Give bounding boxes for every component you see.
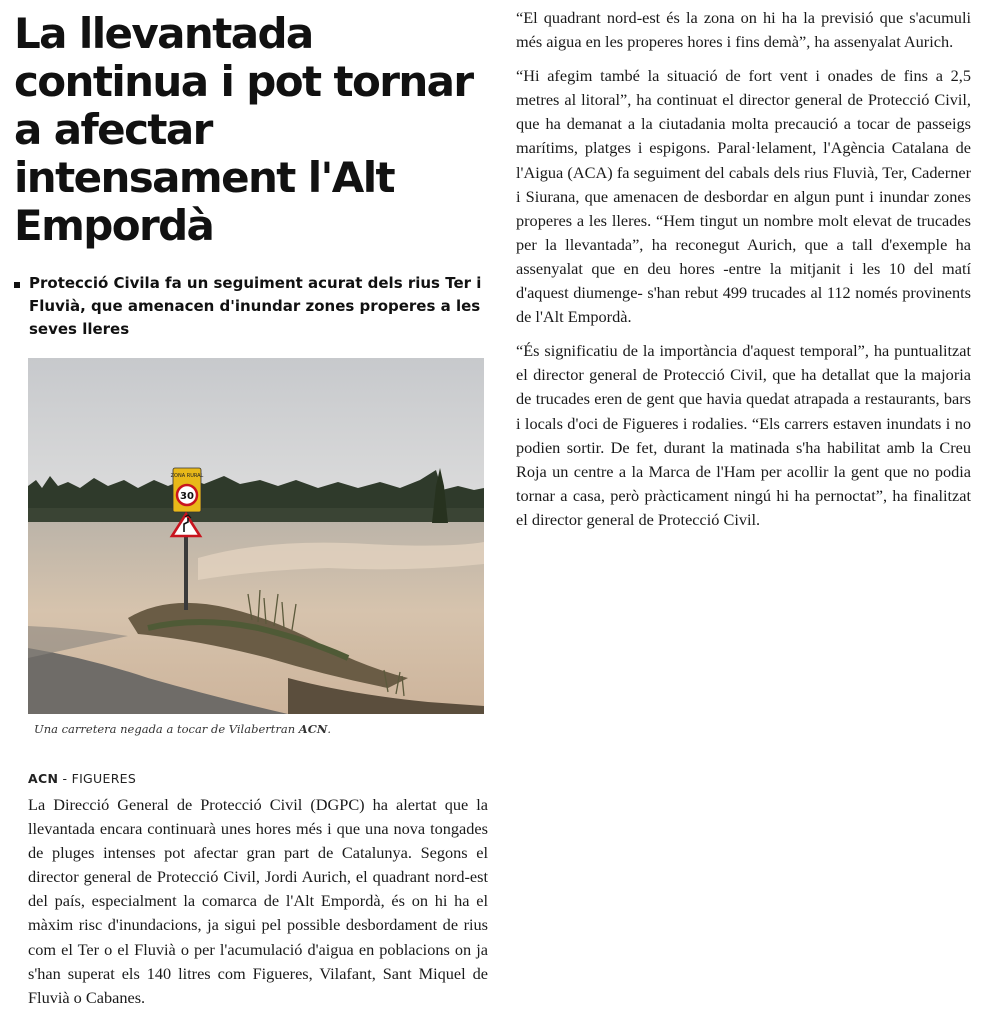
caption-credit: ACN bbox=[298, 722, 328, 736]
article-paragraph: “El quadrant nord-est és la zona on hi ha la previsió que s'acumuli més aigua en les properes hores i fins demà”, ha assenyalat Aurich. bbox=[516, 8, 971, 52]
article-paragraph: La Direcció General de Protecció Civil (DGPC) ha alertat que la llevantada encara continuarà unes hores més i que una nova tongades de pluges intenses pot afectar gran part de Catalunya. Segons el director general de Protecció Civil, Jordi Aurich, el quadrant nord-est del país, especialment la comarca de l'Alt Empordà, és on hi ha el màxim risc d'inundacions, ja sigui pel possible desbordament de rius com el Ter o el Fluvià o per l'acumulació d'aigua en poblacions on ja s'han superat els 140 litres com Figueres, Vilafant, Sant Miquel de Fluvià o Cabanes. bbox=[28, 795, 488, 1007]
left-column bbox=[14, 10, 488, 1010]
article-headline: La llevantada continua i pot tornar a afectar intensament l'Alt Empordà bbox=[14, 9, 473, 250]
byline-agency: ACN bbox=[28, 771, 59, 786]
byline bbox=[28, 771, 488, 786]
sign-zona-text: ZONA RURAL bbox=[170, 473, 204, 479]
subheadline-text: Protecció Civila fa un seguiment acurat dels rius Ter i Fluvià, que amenacen d'inundar zones properes a les seves lleres bbox=[29, 274, 482, 338]
article-paragraph: “Hi afegim també la situació de fort vent i onades de fins a 2,5 metres al litoral”, ha continuat el director general de Protecció Civil, que ha demanat a la ciutadania molta precaució a tocar de passeigs marítims, platges i espigons. Paral·lelament, l'Agència Catalana de l'Aigua (ACA) fa seguiment del cabals dels rius Fluvià, Ter, Caderner i Siurana, que amenacen de desbordar en algun punt i inundar zones properes a les lleres. “Hem tingut un nombre molt elevat de trucades per la llevantada”, ha reconegut Aurich, que a tall d'exemple ha assenyalat que en deu hores -entre la mitjanit i les 10 del matí d'aquest diumenge- s'han rebut 499 trucades al 112 només provinents de l'Alt Empordà. bbox=[516, 66, 971, 327]
byline-location: - FIGUERES bbox=[62, 771, 137, 786]
caption-text: Una carretera negada a tocar de Vilabertran bbox=[34, 722, 296, 736]
speed-limit-text: 30 bbox=[180, 491, 194, 502]
bullet-square-icon bbox=[14, 282, 20, 288]
article-photo bbox=[28, 358, 484, 714]
photo-caption: Una carretera negada a tocar de Vilabertran ACN. bbox=[34, 722, 332, 736]
article-subheadline bbox=[14, 272, 488, 341]
article-paragraph: “És significatiu de la importància d'aquest temporal”, ha puntualitzat el director general de Protecció Civil, que ha detallat que la majoria de trucades eren de gent que havia quedat atrapada a restaurants, bars i locals d'oci de Figueres i rodalies. “Els carrers estaven inundats i no podien sortir. De fet, durant la matinada s'ha habilitat amb la Creu Roja un centre a la Marca de l'Ham per acollir la gent que no podia tornar a casa, però pràcticament ningú hi ha pernoctat”, ha finalitzat el director general de Protecció Civil. bbox=[516, 341, 971, 529]
right-column bbox=[516, 6, 971, 532]
